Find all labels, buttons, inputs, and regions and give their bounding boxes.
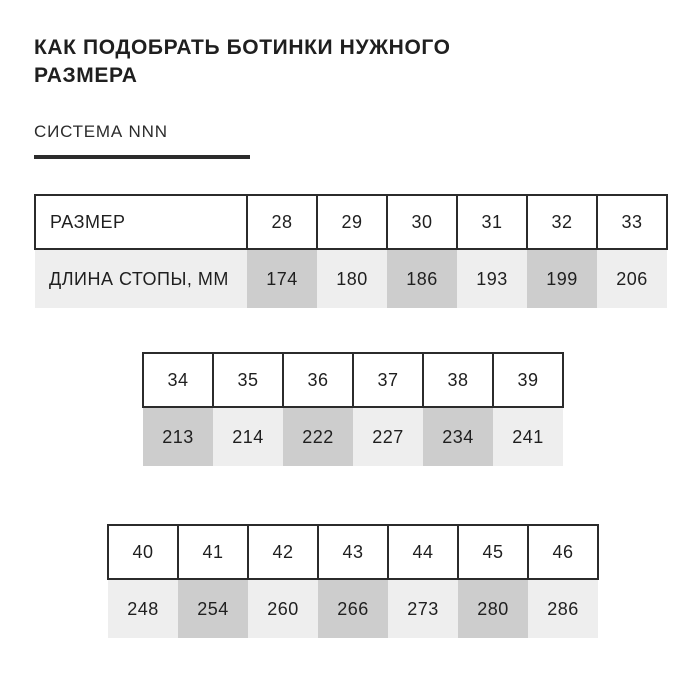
size-cell: 31 (457, 195, 527, 249)
length-cell: 193 (457, 249, 527, 308)
size-table-1 (34, 194, 668, 308)
length-cell: 241 (493, 407, 563, 466)
system-subtitle: СИСТЕМА NNN (34, 121, 168, 141)
size-cell: 28 (247, 195, 317, 249)
length-cell: 227 (353, 407, 423, 466)
size-cell: 30 (387, 195, 457, 249)
size-cell: 43 (318, 525, 388, 579)
table-row (35, 249, 667, 308)
row-label-length: ДЛИНА СТОПЫ, ММ (35, 249, 247, 308)
page-title: КАК ПОДОБРАТЬ БОТИНКИ НУЖНОГО РАЗМЕРА (34, 36, 451, 87)
size-cell: 32 (527, 195, 597, 249)
length-cell: 273 (388, 579, 458, 638)
length-cell: 180 (317, 249, 387, 308)
length-cell: 174 (247, 249, 317, 308)
length-cell: 260 (248, 579, 318, 638)
table-1 (34, 194, 668, 308)
size-cell: 36 (283, 353, 353, 407)
length-cell: 199 (527, 249, 597, 308)
length-cell: 186 (387, 249, 457, 308)
length-cell: 234 (423, 407, 493, 466)
size-cell: 38 (423, 353, 493, 407)
size-cell: 34 (143, 353, 213, 407)
table-row (143, 407, 563, 466)
table-row (35, 195, 667, 249)
title-divider (34, 155, 250, 159)
length-cell: 214 (213, 407, 283, 466)
length-cell: 280 (458, 579, 528, 638)
table-2 (142, 352, 564, 466)
row-label-size: РАЗМЕР (35, 195, 247, 249)
size-cell: 45 (458, 525, 528, 579)
table-row (108, 525, 598, 579)
length-cell: 213 (143, 407, 213, 466)
size-cell: 37 (353, 353, 423, 407)
length-cell: 206 (597, 249, 667, 308)
size-cell: 35 (213, 353, 283, 407)
table-row (143, 353, 563, 407)
length-cell: 254 (178, 579, 248, 638)
size-cell: 29 (317, 195, 387, 249)
size-cell: 46 (528, 525, 598, 579)
size-cell: 42 (248, 525, 318, 579)
size-cell: 33 (597, 195, 667, 249)
table-row (108, 579, 598, 638)
size-cell: 41 (178, 525, 248, 579)
size-cell: 44 (388, 525, 458, 579)
size-table-3 (107, 524, 599, 638)
size-cell: 39 (493, 353, 563, 407)
length-cell: 248 (108, 579, 178, 638)
length-cell: 286 (528, 579, 598, 638)
size-table-2 (142, 352, 564, 466)
length-cell: 266 (318, 579, 388, 638)
table-3 (107, 524, 599, 638)
size-cell: 40 (108, 525, 178, 579)
length-cell: 222 (283, 407, 353, 466)
